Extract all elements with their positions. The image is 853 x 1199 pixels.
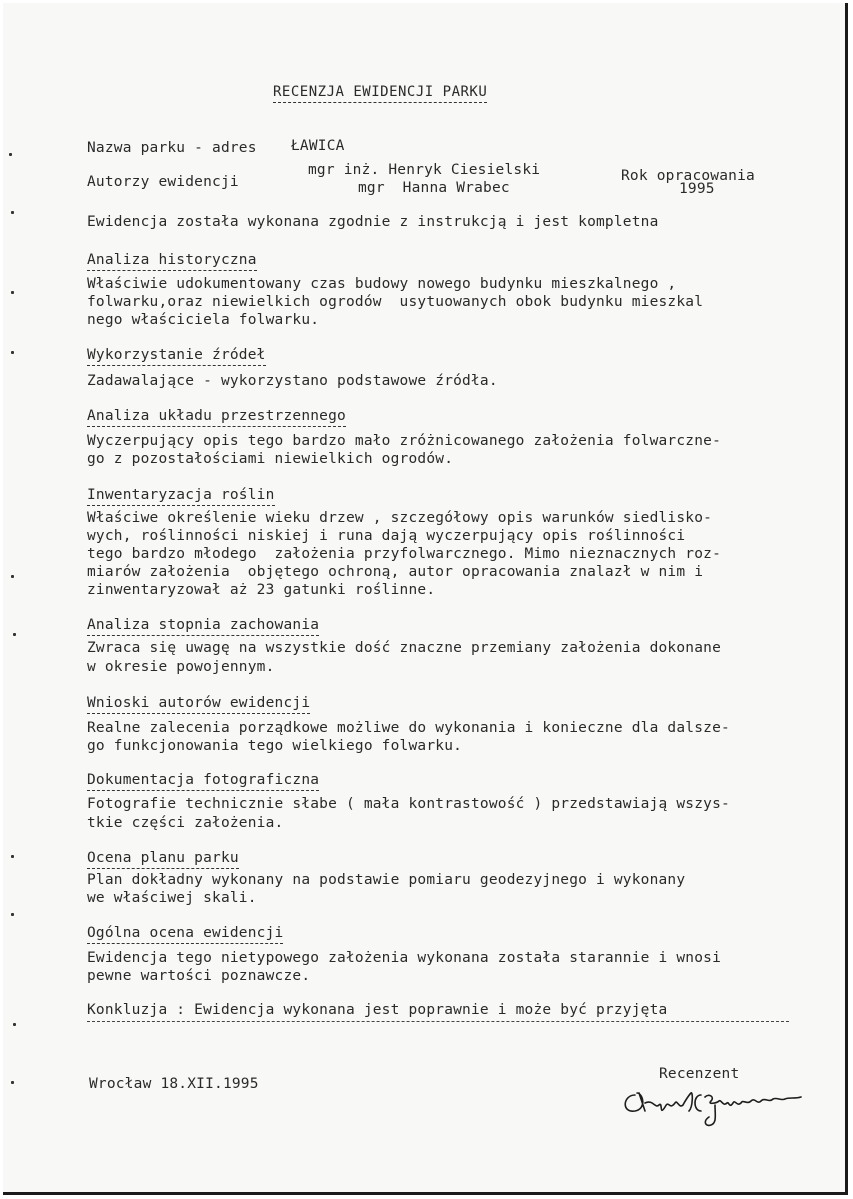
margin-mark	[9, 153, 12, 156]
margin-mark	[11, 575, 14, 578]
section-line: Wyczerpujący opis tego bardzo mało zróżnicowanego założenia folwarczne-	[87, 433, 722, 449]
section-line: w okresie powojennym.	[87, 659, 275, 675]
section-line: we właściwej skali.	[87, 890, 257, 906]
section-heading-spatial: Analiza układu przestrzennego	[87, 407, 346, 427]
conclusion-text: Konkluzja : Ewidencja wykonana jest poprawnie i może być przyjęta	[87, 1002, 668, 1018]
park-value: ŁAWICA	[291, 138, 345, 154]
section-heading-sources: Wykorzystanie źródeł	[87, 346, 266, 366]
reviewer-label: Recenzent	[659, 1066, 740, 1082]
section-line: Realne zalecenia porządkowe możliwe do wykonania i konieczne dla dalsze-	[87, 720, 730, 736]
document-page	[3, 3, 848, 1195]
section-line: pewne wartości poznawcze.	[87, 968, 311, 984]
section-heading-plan: Ocena planu parku	[87, 849, 239, 869]
section-line: Zwraca się uwagę na wszystkie dość znaczne przemiany założenia dokonane	[87, 640, 722, 656]
intro-text: Ewidencja została wykonana zgodnie z instrukcją i jest kompletna	[87, 214, 659, 230]
margin-mark	[11, 351, 14, 354]
margin-mark	[11, 855, 14, 858]
section-heading-photos: Dokumentacja fotograficzna	[87, 771, 319, 791]
section-heading-conclusions: Wnioski autorów ewidencji	[87, 694, 310, 714]
section-line: Właściwe określenie wieku drzew , szczegółowy opis warunków siedlisko-	[87, 510, 713, 526]
section-line: wych, roślinności niskiej i runa dają wyczerpujący opis roślinności	[87, 528, 686, 544]
section-line: zinwentaryzował aż 23 gatunki roślinne.	[87, 582, 436, 598]
section-heading-overall: Ogólna ocena ewidencji	[87, 924, 283, 944]
conclusion-underline	[87, 1021, 789, 1022]
reviewer-signature	[619, 1081, 819, 1131]
margin-mark	[13, 1023, 16, 1026]
year-label: Rok opracowania	[621, 168, 755, 184]
margin-mark	[11, 291, 14, 294]
place-date: Wrocław 18.XII.1995	[89, 1076, 259, 1092]
section-heading-historical: Analiza historyczna	[87, 251, 257, 271]
section-line: go z pozostałościami niewielkich ogrodów.	[87, 451, 454, 467]
section-line: go funkcjonowania tego wielkiego folwarku.	[87, 738, 463, 754]
park-label: Nazwa parku - adres	[87, 140, 257, 156]
margin-mark	[11, 1081, 14, 1084]
margin-mark	[11, 913, 14, 916]
section-heading-preservation: Analiza stopnia zachowania	[87, 616, 319, 636]
section-line: Zadawalające - wykorzystano podstawowe źródła.	[87, 373, 498, 389]
document-title: RECENZJA EWIDENCJI PARKU	[273, 83, 487, 103]
margin-mark	[11, 211, 14, 214]
section-line: tego bardzo młodego założenia przyfolwarcznego. Mimo nieznacznych roz-	[87, 546, 722, 562]
section-line: Właściwie udokumentowany czas budowy nowego budynku mieszkalnego ,	[87, 276, 677, 292]
year-value: 1995	[679, 181, 715, 197]
author-2: mgr Hanna Wrabec	[358, 180, 510, 196]
margin-mark	[13, 633, 16, 636]
section-line: Plan dokładny wykonany na podstawie pomiaru geodezyjnego i wykonany	[87, 872, 686, 888]
section-line: miarów założenia objętego ochroną, autor opracowania znalazł w nim i	[87, 564, 704, 580]
section-line: Fotografie technicznie słabe ( mała kontrastowość ) przedstawiają wszys-	[87, 796, 730, 812]
section-line: nego właściciela folwarku.	[87, 312, 320, 328]
section-line: tkie części założenia.	[87, 815, 284, 831]
author-1: mgr inż. Henryk Ciesielski	[308, 162, 541, 178]
section-heading-plants: Inwentaryzacja roślin	[87, 486, 275, 506]
section-line: Ewidencja tego nietypowego założenia wykonana została starannie i wnosi	[87, 950, 722, 966]
section-line: folwarku,oraz niewielkich ogrodów usytuowanych obok budynku mieszkal	[87, 294, 704, 310]
authors-label: Autorzy ewidencji	[87, 174, 239, 190]
